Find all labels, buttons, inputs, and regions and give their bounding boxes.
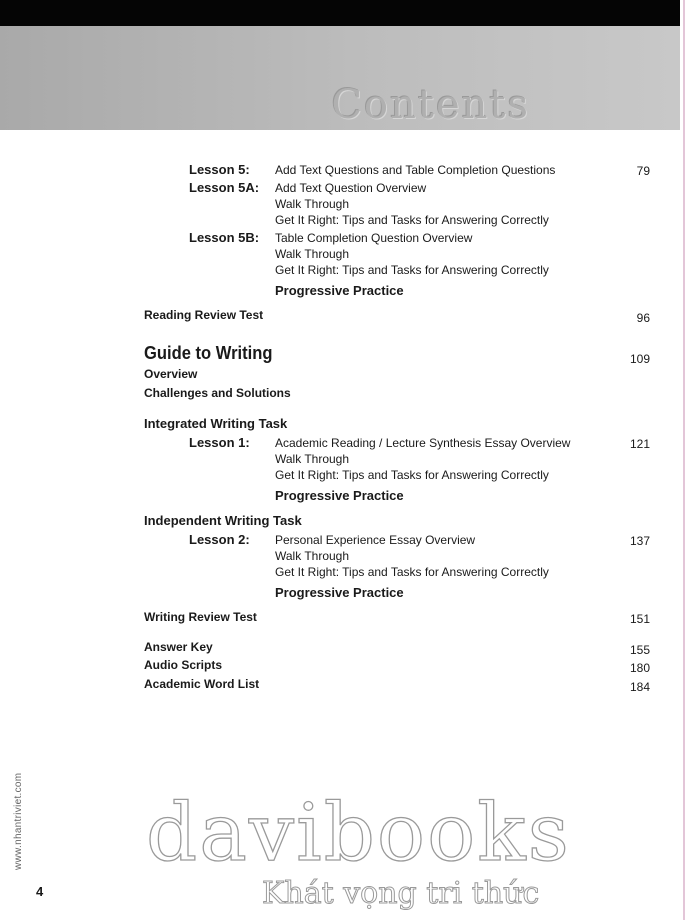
integrated-writing-heading[interactable]: Integrated Writing Task	[144, 416, 288, 431]
writing-challenges[interactable]: Challenges and Solutions	[144, 386, 291, 400]
writing-review-page: 151	[629, 612, 650, 626]
lesson-5b-item[interactable]: Get It Right: Tips and Tasks for Answering Correctly	[275, 263, 549, 277]
progressive-practice-independent[interactable]: Progressive Practice	[275, 585, 404, 600]
lesson-2-item[interactable]: Walk Through	[275, 549, 350, 563]
lesson-1-item[interactable]: Academic Reading / Lecture Synthesis Essay Overview	[275, 436, 571, 450]
lesson-5b-item[interactable]: Table Completion Question Overview	[275, 231, 473, 245]
lesson-1-item[interactable]: Get It Right: Tips and Tasks for Answering Correctly	[275, 468, 549, 482]
website-watermark: www.nhantriviet.com	[13, 772, 24, 870]
page-edge	[683, 0, 685, 920]
page-title: Contents	[331, 82, 530, 128]
lesson-5-page: 79	[636, 164, 650, 178]
progressive-practice-reading[interactable]: Progressive Practice	[275, 283, 404, 298]
lesson-1-label: Lesson 1:	[189, 435, 250, 450]
lesson-2-item[interactable]: Get It Right: Tips and Tasks for Answering Correctly	[275, 565, 549, 579]
reading-review-page: 96	[636, 311, 650, 325]
lesson-5a-item[interactable]: Walk Through	[275, 197, 350, 211]
top-black-bar	[0, 0, 680, 26]
audio-scripts[interactable]: Audio Scripts	[144, 658, 223, 672]
lesson-2-item[interactable]: Personal Experience Essay Overview	[275, 533, 476, 547]
lesson-5a-item[interactable]: Add Text Question Overview	[275, 181, 427, 195]
answer-key-page: 155	[629, 643, 650, 657]
publisher-logo: davibooks	[146, 786, 571, 879]
lesson-2-label: Lesson 2:	[189, 532, 250, 547]
lesson-5-label: Lesson 5:	[189, 162, 250, 177]
lesson-5b-label: Lesson 5B:	[189, 230, 260, 245]
section-title-writing[interactable]: Guide to Writing	[144, 343, 273, 363]
writing-guide-page: 109	[629, 352, 650, 366]
lesson-5a-label: Lesson 5A:	[189, 180, 260, 195]
reading-review-test[interactable]: Reading Review Test	[144, 308, 264, 322]
lesson-2-page: 137	[629, 534, 650, 548]
lesson-1-page: 121	[629, 437, 650, 451]
lesson-5a-item[interactable]: Get It Right: Tips and Tasks for Answering Correctly	[275, 213, 549, 227]
independent-writing-heading[interactable]: Independent Writing Task	[144, 513, 302, 528]
header-band	[0, 26, 680, 130]
lesson-5-title[interactable]: Add Text Questions and Table Completion Questions	[275, 163, 556, 177]
answer-key[interactable]: Answer Key	[144, 640, 213, 654]
writing-overview[interactable]: Overview	[144, 367, 198, 381]
progressive-practice-integrated[interactable]: Progressive Practice	[275, 488, 404, 503]
lesson-1-item[interactable]: Walk Through	[275, 452, 350, 466]
lesson-5b-item[interactable]: Walk Through	[275, 247, 350, 261]
page-number: 4	[36, 884, 44, 899]
academic-word-list[interactable]: Academic Word List	[144, 677, 260, 691]
academic-word-list-page: 184	[629, 680, 650, 694]
publisher-tagline: Khát vọng tri thức	[262, 876, 540, 911]
audio-scripts-page: 180	[629, 661, 650, 675]
writing-review-test[interactable]: Writing Review Test	[144, 610, 257, 624]
